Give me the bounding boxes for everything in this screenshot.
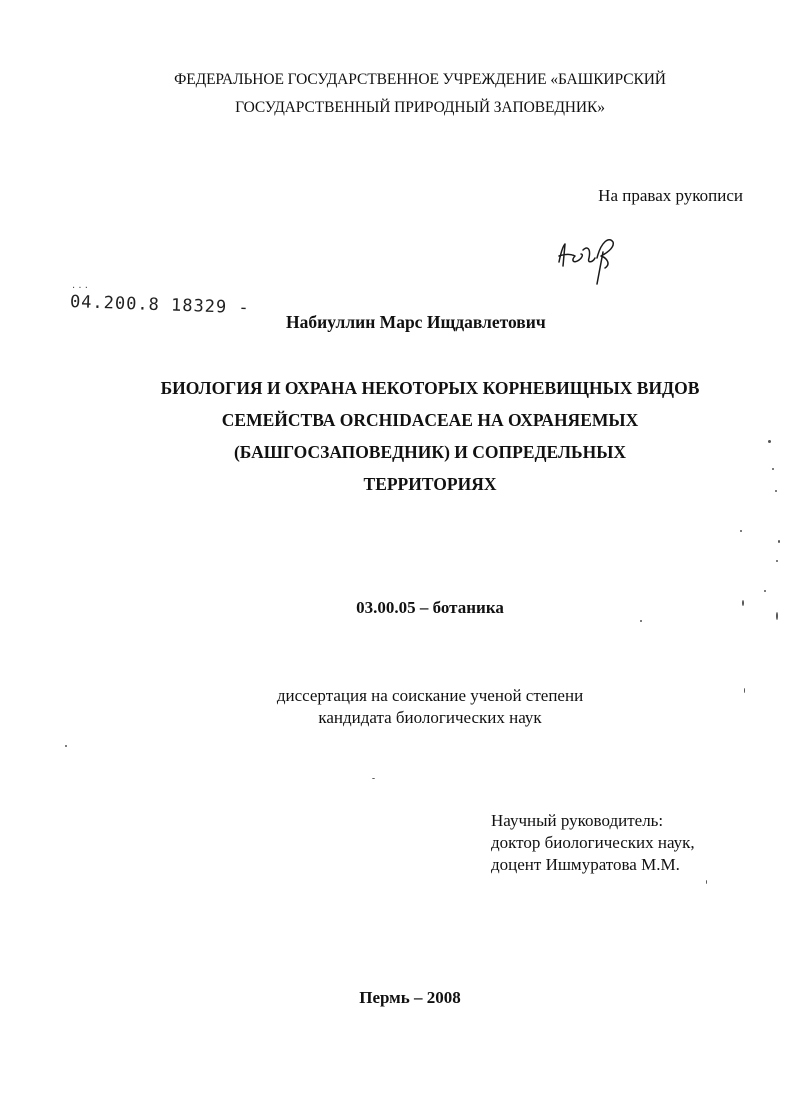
supervisor-label: Научный руководитель: xyxy=(491,811,664,830)
scan-speck xyxy=(744,688,745,693)
scan-speck xyxy=(706,880,707,884)
city-year: Пермь – 2008 xyxy=(359,988,461,1007)
degree-statement xyxy=(200,685,660,729)
scan-speck xyxy=(776,612,778,620)
author-name: Набиуллин Марс Ищдавлетович xyxy=(286,312,546,332)
title-line-4: ТЕРРИТОРИЯХ xyxy=(363,474,497,494)
scan-speck xyxy=(372,778,375,779)
scan-speck xyxy=(768,440,771,443)
supervisor-degree: доктор биологических наук, xyxy=(491,833,695,852)
title-line-1: БИОЛОГИЯ И ОХРАНА НЕКОТОРЫХ КОРНЕВИЩНЫХ ВИДОВ xyxy=(160,378,700,398)
degree-line-2: кандидата биологических наук xyxy=(318,708,542,727)
specialty-code: 03.00.05 – ботаника xyxy=(356,598,504,617)
registry-stamp: 04.200.8 18329 - xyxy=(69,292,251,319)
dissertation-title xyxy=(120,372,740,500)
title-line-3: (БАШГОСЗАПОВЕДНИК) И СОПРЕДЕЛЬНЫХ xyxy=(233,442,627,462)
scan-speck xyxy=(775,490,777,492)
institution-header xyxy=(140,66,700,122)
scan-speck xyxy=(772,468,774,470)
institution-line-1: ФЕДЕРАЛЬНОЕ ГОСУДАРСТВЕННОЕ УЧРЕЖДЕНИЕ «БАШКИРСКИЙ xyxy=(174,71,666,88)
manuscript-note: На правах рукописи xyxy=(598,186,743,205)
scan-speck xyxy=(740,530,742,532)
scan-speck xyxy=(776,560,778,562)
scan-speck xyxy=(778,540,780,543)
signature-handwritten xyxy=(553,232,623,288)
supervisor-name: доцент Ишмуратова М.М. xyxy=(491,855,680,874)
scan-speck xyxy=(65,745,67,747)
stamp-dots: · · · xyxy=(72,283,88,294)
scan-speck xyxy=(764,590,766,592)
degree-line-1: диссертация на соискание ученой степени xyxy=(276,686,584,705)
institution-line-2: ГОСУДАРСТВЕННЫЙ ПРИРОДНЫЙ ЗАПОВЕДНИК» xyxy=(235,99,605,116)
scan-speck xyxy=(640,620,642,622)
title-line-2: СЕМЕЙСТВА ORCHIDACEAE НА ОХРАНЯЕМЫХ xyxy=(221,410,639,430)
scan-speck xyxy=(742,600,744,606)
supervisor-block xyxy=(491,810,695,876)
